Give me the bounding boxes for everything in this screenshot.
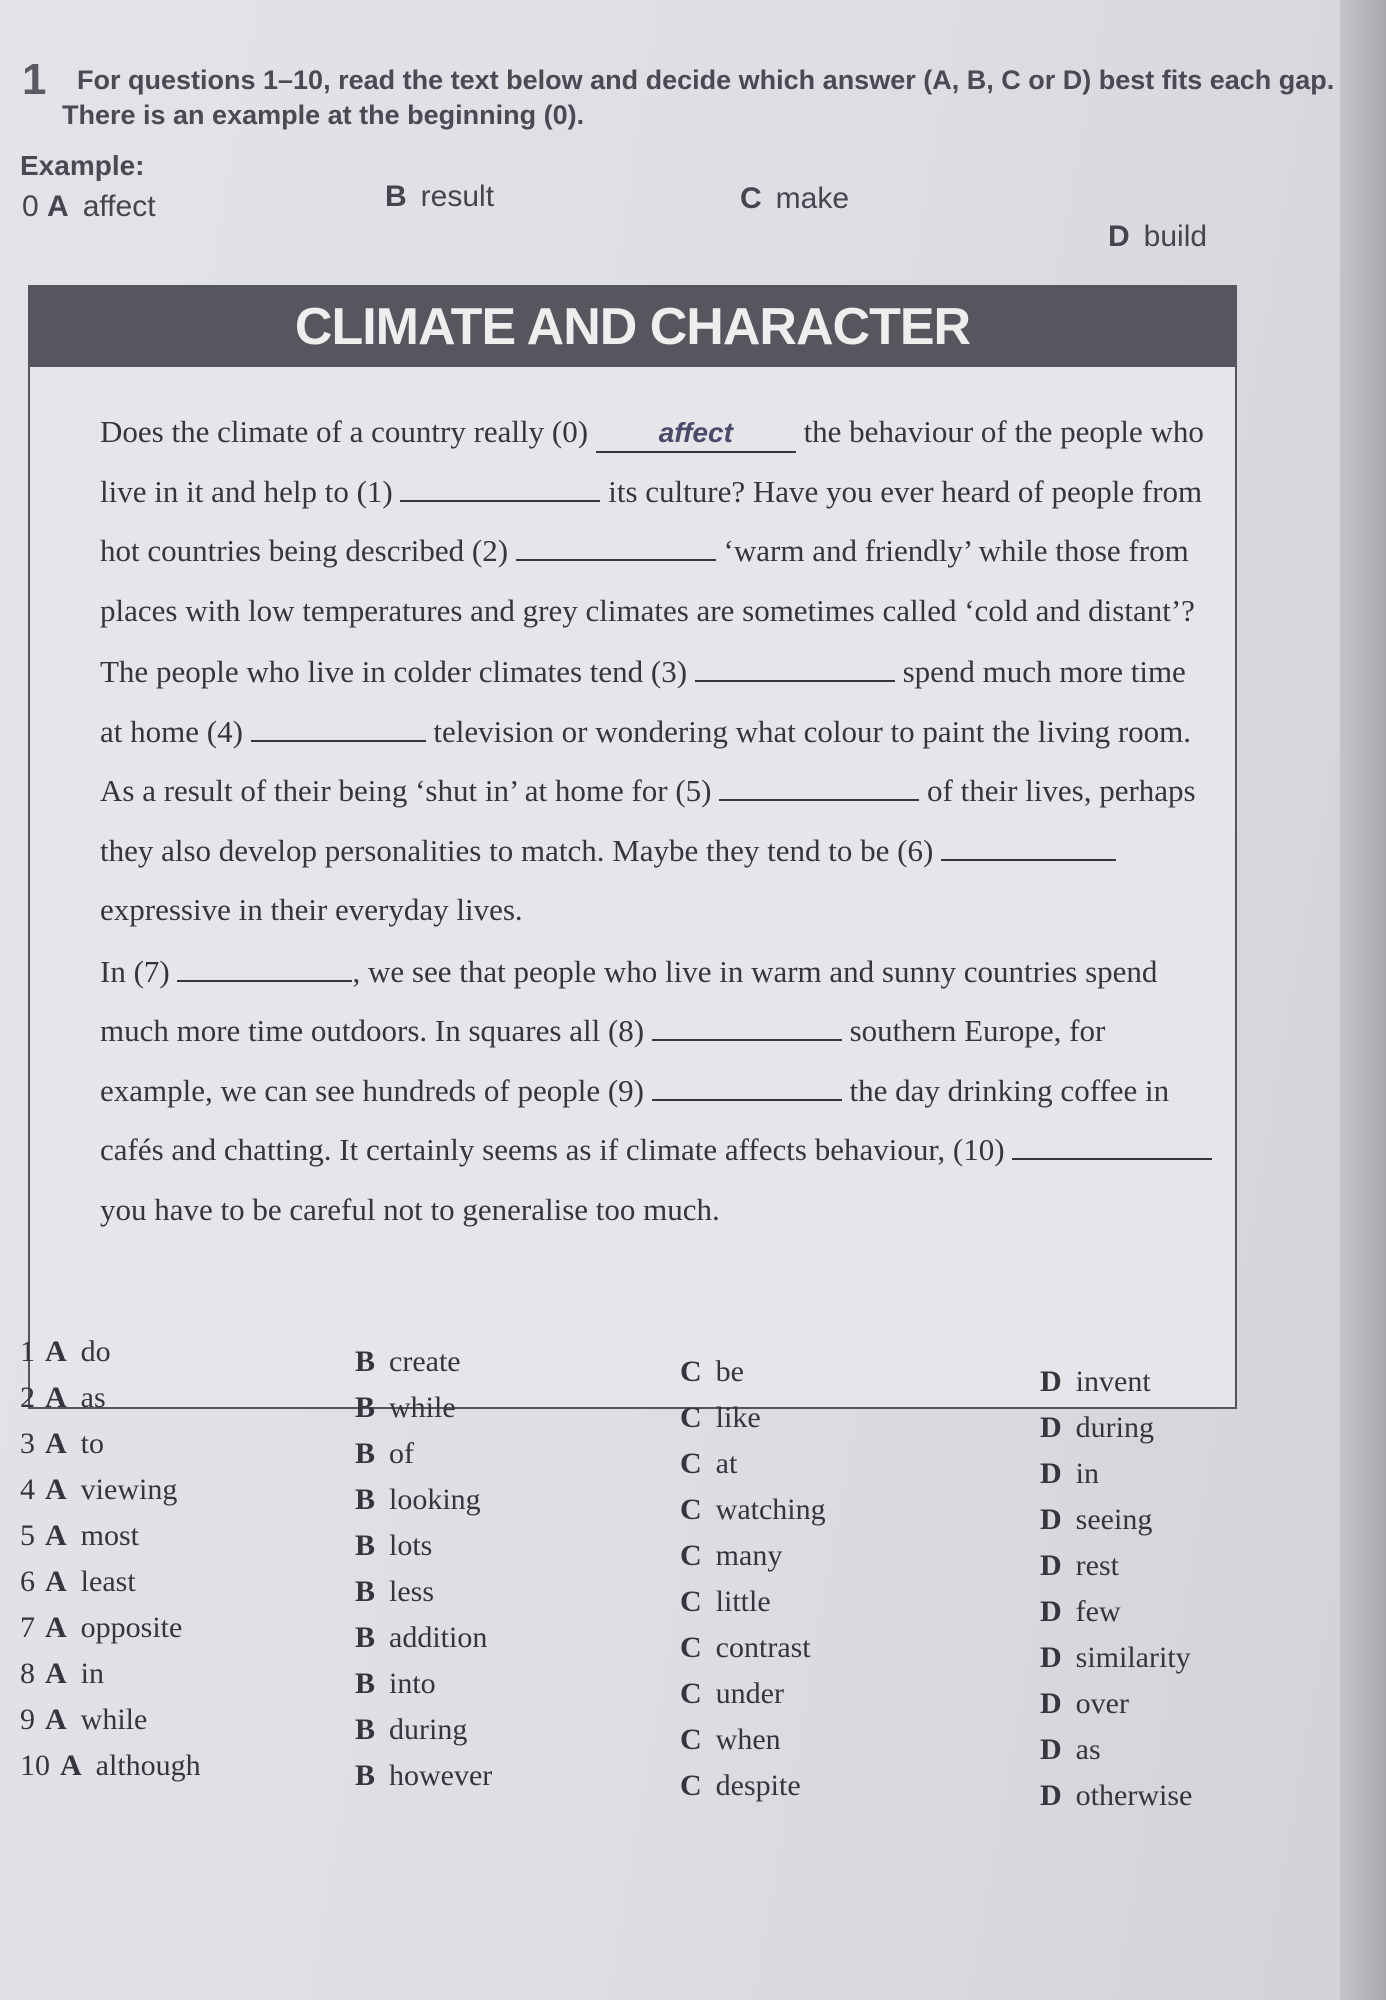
option-text: although <box>95 1749 201 1782</box>
option-text: in <box>80 1657 105 1690</box>
option-text: when <box>715 1723 781 1756</box>
option-6-a[interactable] <box>20 1565 136 1599</box>
option-text: into <box>389 1667 436 1700</box>
reading-text-box <box>28 285 1237 1409</box>
paragraph-1: Does the climate of a country really (0) affect the behaviour of the people who live in it and help to (1) its culture? Have you ever heard of people from hot countries being described (2) ‘warm and friendly’ while those from places with low temperatures and grey climates are sometimes called ‘cold and distant’? <box>100 414 1204 628</box>
option-letter: D <box>1040 1595 1062 1628</box>
option-letter: A <box>45 1335 67 1368</box>
question-number: 9 <box>20 1703 35 1736</box>
example-label: Example: <box>20 150 145 181</box>
question-row-10 <box>20 1749 1340 1812</box>
paragraph-2: The people who live in colder climates tend (3) spend much more time at home (4) television or wondering what colour to paint the living room. As a result of their being ‘shut in’ at home for (5) of their lives, perhaps they also develop personalities to match. Maybe they tend to be (6) expressive in their everyday lives. <box>100 654 1196 927</box>
option-text: looking <box>389 1483 481 1516</box>
gap-1[interactable] <box>400 474 600 502</box>
question-number: 1 <box>20 1335 35 1368</box>
option-letter: A <box>45 1703 67 1736</box>
option-6-b[interactable] <box>355 1575 434 1609</box>
option-10-b[interactable] <box>355 1759 492 1793</box>
option-letter: B <box>355 1345 376 1378</box>
option-text: addition <box>389 1621 488 1654</box>
option-9-a[interactable] <box>20 1703 147 1737</box>
question-number: 10 <box>20 1749 50 1782</box>
option-letter: D <box>1040 1411 1062 1444</box>
option-text: lots <box>389 1529 433 1562</box>
option-text: however <box>389 1759 493 1792</box>
option-10-c[interactable] <box>680 1769 801 1803</box>
option-5-b[interactable] <box>355 1529 432 1563</box>
option-text: many <box>715 1539 783 1572</box>
option-1-b[interactable] <box>355 1345 461 1379</box>
option-letter: D <box>1040 1503 1062 1536</box>
option-letter: A <box>45 1473 67 1506</box>
gap-7[interactable] <box>177 954 352 982</box>
option-letter: B <box>355 1621 376 1654</box>
option-letter: C <box>680 1401 702 1434</box>
option-3-a[interactable] <box>20 1427 104 1461</box>
option-2-b[interactable] <box>355 1391 456 1425</box>
gap-6[interactable] <box>941 833 1116 861</box>
option-text: viewing <box>80 1473 178 1506</box>
option-letter: D <box>1040 1733 1062 1766</box>
example-option-a: 0 A affect <box>22 190 156 223</box>
example-option-c: C make <box>740 182 850 215</box>
option-letter: B <box>355 1713 376 1746</box>
option-text: similarity <box>1075 1641 1191 1674</box>
option-text: like <box>715 1401 761 1434</box>
option-text: most <box>80 1519 140 1552</box>
passage-title: CLIMATE AND CHARACTER <box>294 298 971 356</box>
option-text: as <box>1075 1733 1101 1766</box>
option-text: little <box>715 1585 771 1618</box>
option-3-b[interactable] <box>355 1437 414 1471</box>
option-letter: A <box>45 1381 67 1414</box>
option-letter: D <box>1040 1457 1062 1490</box>
option-letter: D <box>1040 1549 1062 1582</box>
option-text: otherwise <box>1075 1779 1193 1812</box>
option-text: to <box>80 1427 105 1460</box>
task-instruction: For questions 1–10, read the text below and decide which answer (A, B, C or D) best fits each gap. <box>77 65 1335 95</box>
question-number: 7 <box>20 1611 35 1644</box>
option-letter: A <box>45 1427 67 1460</box>
option-1-a[interactable] <box>20 1335 111 1369</box>
option-letter: C <box>680 1631 702 1664</box>
title-bar <box>30 287 1235 367</box>
option-letter: A <box>45 1565 67 1598</box>
option-text: create <box>389 1345 461 1378</box>
option-text: under <box>715 1677 784 1710</box>
option-letter: D <box>1040 1779 1062 1812</box>
option-text: opposite <box>80 1611 183 1644</box>
option-text: invent <box>1075 1365 1151 1398</box>
option-2-a[interactable] <box>20 1381 106 1415</box>
option-text: least <box>80 1565 136 1598</box>
option-letter: A <box>60 1749 82 1782</box>
option-text: over <box>1075 1687 1129 1720</box>
question-number: 8 <box>20 1657 35 1690</box>
option-letter: C <box>680 1447 702 1480</box>
passage-body <box>100 402 1215 1239</box>
option-text: be <box>715 1355 744 1388</box>
option-text: as <box>80 1381 106 1414</box>
option-letter: B <box>355 1759 376 1792</box>
book-page-edge <box>1340 0 1386 2000</box>
option-7-b[interactable] <box>355 1621 487 1655</box>
gap-10[interactable] <box>1012 1132 1212 1160</box>
task-number: 1 <box>22 55 47 104</box>
option-8-a[interactable] <box>20 1657 104 1691</box>
option-text: in <box>1075 1457 1100 1490</box>
option-text: seeing <box>1075 1503 1153 1536</box>
option-4-a[interactable] <box>20 1473 177 1507</box>
gap-4[interactable] <box>251 714 426 742</box>
option-text: during <box>1075 1411 1154 1444</box>
option-text: watching <box>715 1493 826 1526</box>
option-text: rest <box>1075 1549 1119 1582</box>
option-8-b[interactable] <box>355 1667 436 1701</box>
option-4-b[interactable] <box>355 1483 481 1517</box>
option-text: of <box>389 1437 415 1470</box>
gap-2[interactable] <box>516 533 716 561</box>
gap-3[interactable] <box>695 654 895 682</box>
option-letter: A <box>45 1657 67 1690</box>
gap-5[interactable] <box>719 773 919 801</box>
question-number: 3 <box>20 1427 35 1460</box>
question-number: 4 <box>20 1473 35 1506</box>
paragraph-3: In (7) , we see that people who live in warm and sunny countries spend much more time outdoors. In squares all (8) southern Europe, for example, we can see hundreds of people (9) the day drinking coffee in cafés and chatting. It certainly seems as if climate affects behaviour, (10) you have to be careful not to generalise too much. <box>100 942 1215 1240</box>
option-letter: D <box>1040 1365 1062 1398</box>
gap-9[interactable] <box>652 1073 842 1101</box>
option-text: contrast <box>715 1631 811 1664</box>
option-9-b[interactable] <box>355 1713 467 1747</box>
option-letter: B <box>355 1667 376 1700</box>
option-letter: C <box>680 1769 702 1802</box>
gap-8[interactable] <box>652 1013 842 1041</box>
option-text: while <box>80 1703 148 1736</box>
example-option-b: B result <box>385 180 495 213</box>
option-5-a[interactable] <box>20 1519 139 1553</box>
option-letter: B <box>355 1437 376 1470</box>
example-option-d: D build <box>1108 220 1208 253</box>
option-text: while <box>389 1391 456 1424</box>
option-10-d[interactable] <box>1040 1779 1192 1813</box>
option-text: despite <box>715 1769 801 1802</box>
option-letter: B <box>355 1575 376 1608</box>
option-letter: D <box>1040 1687 1062 1720</box>
option-text: do <box>80 1335 111 1368</box>
option-letter: C <box>680 1723 702 1756</box>
option-text: at <box>715 1447 738 1480</box>
option-7-a[interactable] <box>20 1611 182 1645</box>
option-text: during <box>389 1713 468 1746</box>
option-letter: D <box>1040 1641 1062 1674</box>
option-letter: C <box>680 1355 702 1388</box>
option-letter: A <box>45 1611 67 1644</box>
option-letter: C <box>680 1539 702 1572</box>
option-letter: A <box>45 1519 67 1552</box>
option-text: less <box>389 1575 435 1608</box>
option-letter: B <box>355 1529 376 1562</box>
option-text: few <box>1075 1595 1121 1628</box>
question-number: 6 <box>20 1565 35 1598</box>
answer-options <box>20 1335 1340 1975</box>
gap-0-example-answer: affect <box>596 421 796 453</box>
option-letter: C <box>680 1493 702 1526</box>
option-letter: B <box>355 1391 376 1424</box>
option-letter: C <box>680 1585 702 1618</box>
question-number: 2 <box>20 1381 35 1414</box>
question-number: 5 <box>20 1519 35 1552</box>
task-instruction-example-note: There is an example at the beginning (0). <box>62 100 585 130</box>
option-letter: B <box>355 1483 376 1516</box>
option-10-a[interactable] <box>20 1749 201 1783</box>
option-letter: C <box>680 1677 702 1710</box>
